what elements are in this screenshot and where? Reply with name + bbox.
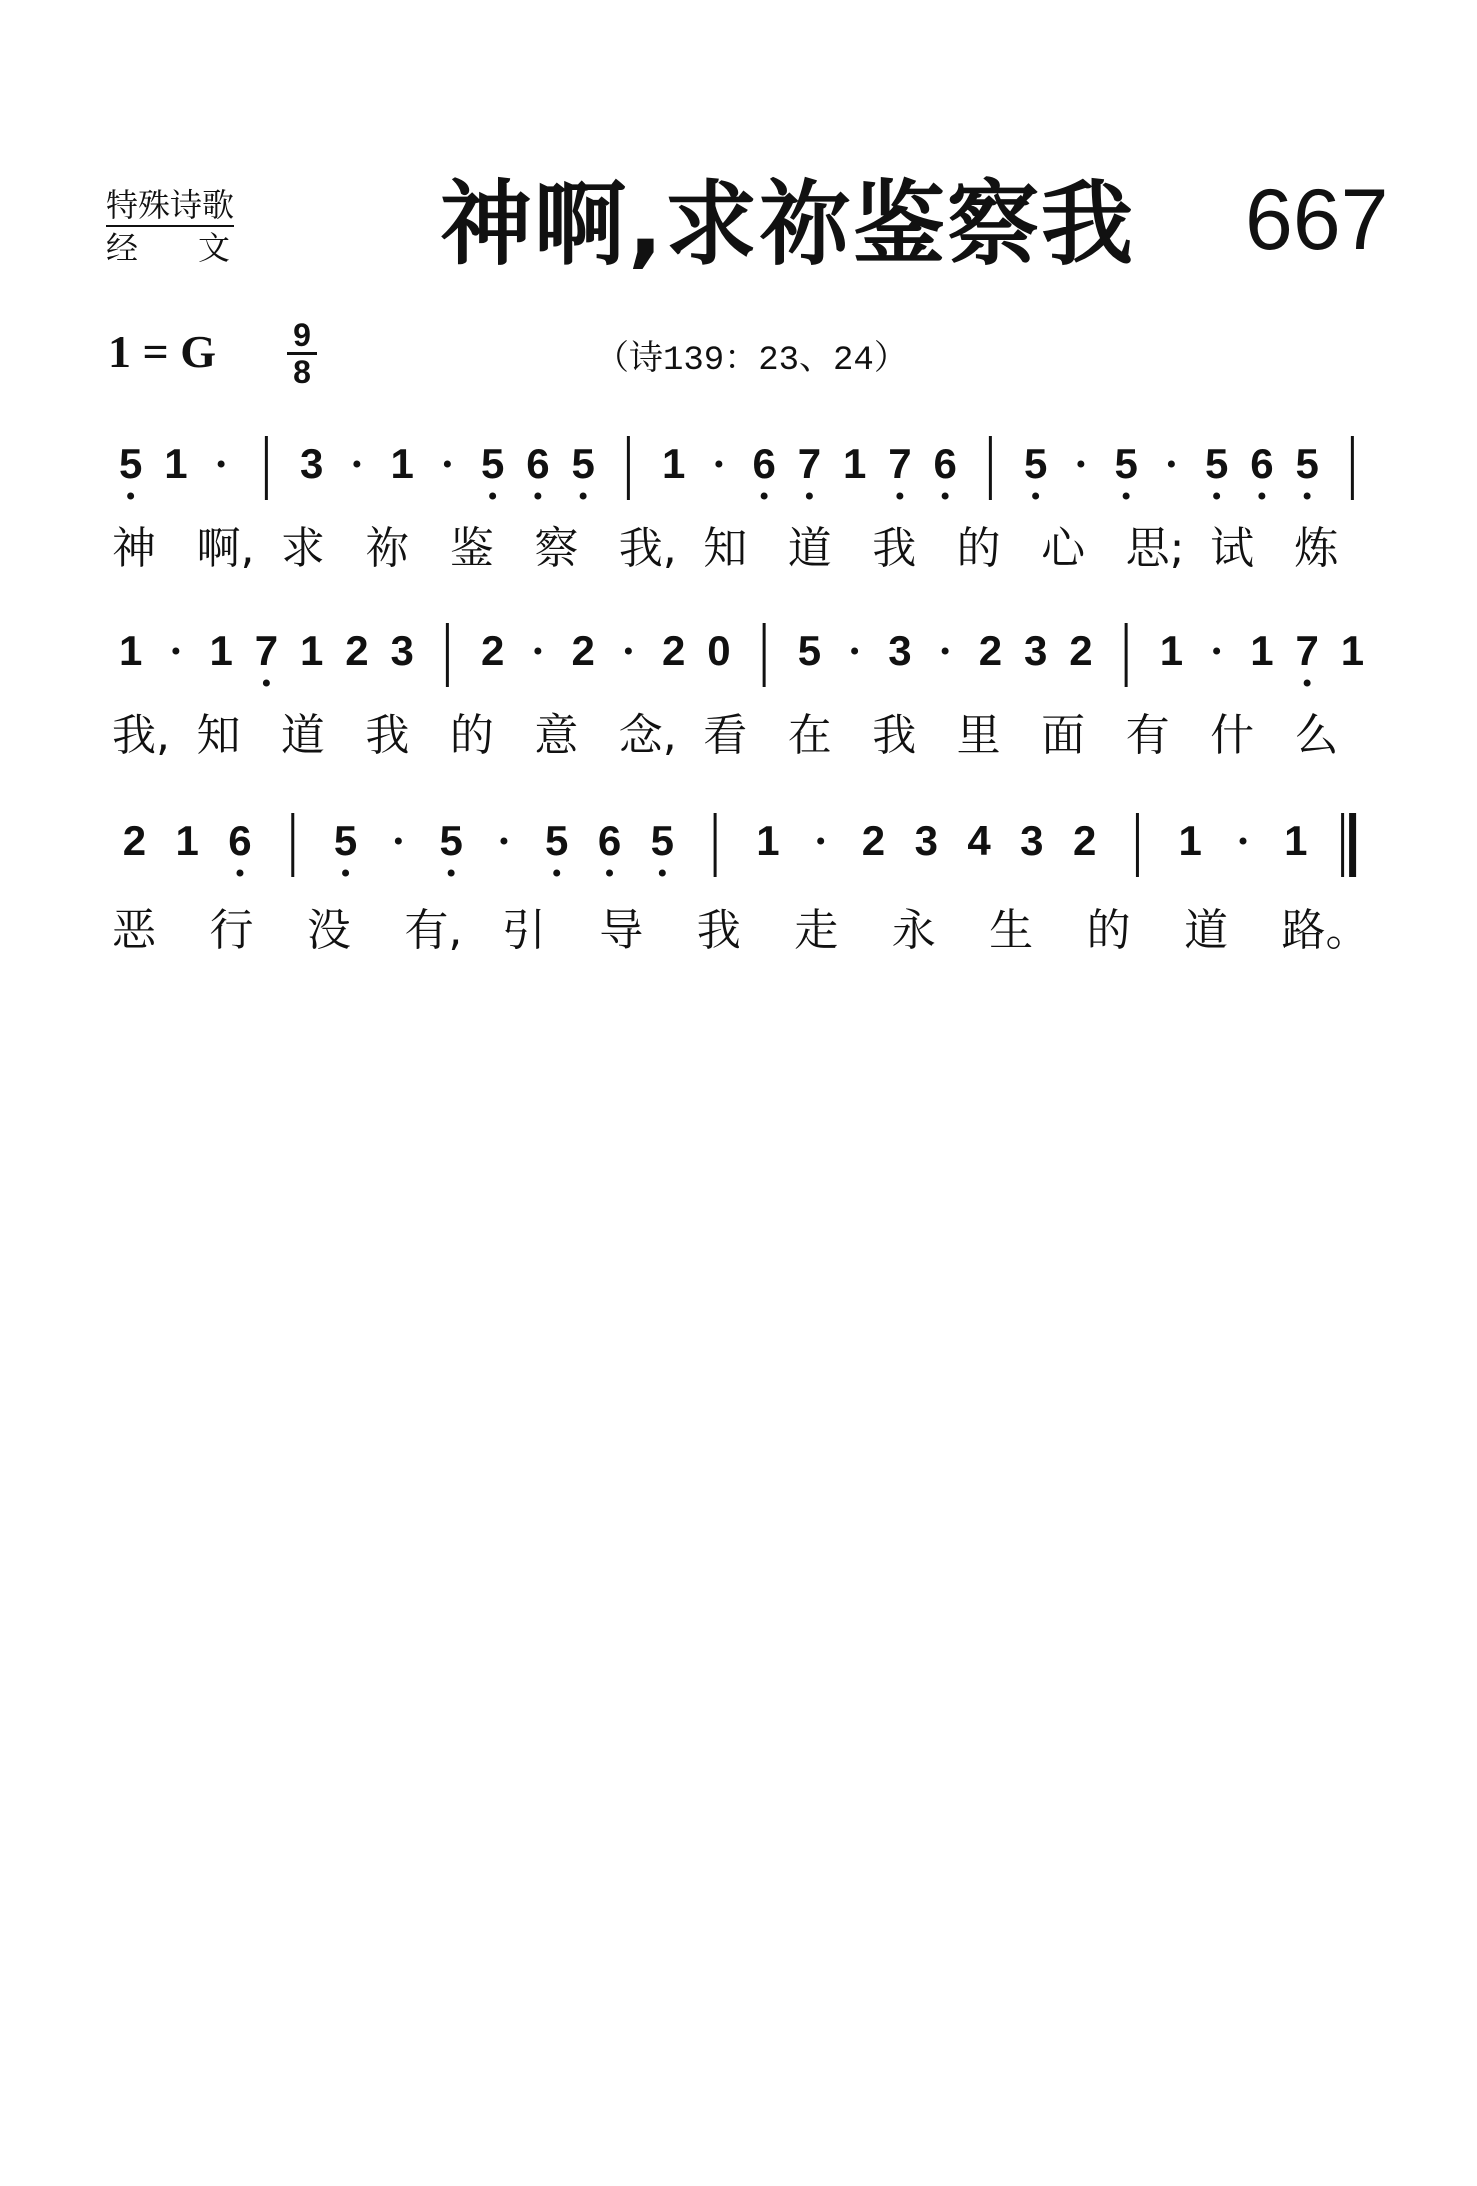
- dot-mark: [218, 461, 225, 468]
- note: 2: [978, 627, 1003, 674]
- note: 1: [661, 440, 686, 487]
- low-octave-dot: [896, 493, 903, 500]
- lyric: 意: [534, 710, 579, 761]
- lyric: 看: [703, 710, 748, 761]
- note: 1: [299, 627, 324, 674]
- low-octave-dot: [553, 870, 560, 877]
- scripture-reference: （诗139：23、24）: [595, 342, 908, 380]
- lyric: 鉴: [449, 523, 494, 574]
- note: 3: [1023, 627, 1048, 674]
- lyric: 面: [1041, 710, 1086, 761]
- low-octave-dot: [606, 870, 613, 877]
- note: 3: [390, 627, 414, 674]
- lyric: 我: [872, 523, 917, 574]
- dot-mark: [1168, 461, 1175, 468]
- lyric: 我: [365, 710, 410, 761]
- note: 5: [1204, 440, 1229, 487]
- note: 7: [888, 440, 912, 487]
- low-octave-dot: [263, 680, 270, 687]
- lyric: 道: [787, 523, 832, 574]
- note: 1: [842, 440, 867, 487]
- lyric: 我: [696, 905, 741, 956]
- dot-mark: [817, 838, 824, 845]
- lyric: 心: [1041, 523, 1086, 574]
- low-octave-dot: [942, 493, 949, 500]
- note: 3: [888, 627, 912, 674]
- note: 5: [480, 440, 505, 487]
- note: 2: [122, 817, 147, 864]
- lyric: 的: [956, 523, 1001, 574]
- low-octave-dot: [761, 493, 768, 500]
- low-octave-dot: [534, 493, 541, 500]
- note: 3: [914, 817, 938, 864]
- note: 5: [1295, 440, 1319, 487]
- lyric: 走: [794, 905, 839, 956]
- note: 1: [756, 817, 780, 864]
- low-octave-dot: [1304, 493, 1311, 500]
- note: 7: [254, 627, 279, 674]
- note: 1: [164, 440, 188, 487]
- lyric: 有,: [404, 905, 463, 956]
- note: 7: [1295, 627, 1319, 674]
- low-octave-dot: [1213, 493, 1220, 500]
- low-octave-dot: [127, 493, 134, 500]
- low-octave-dot: [236, 870, 243, 877]
- note: 2: [661, 627, 686, 674]
- low-octave-dot: [806, 493, 813, 500]
- note: 6: [597, 817, 622, 864]
- lyric: 思;: [1125, 523, 1185, 574]
- dot-mark: [395, 838, 402, 845]
- lyric: 求: [280, 523, 325, 574]
- note: 1: [118, 627, 143, 674]
- lyric: 知: [196, 710, 241, 761]
- note: 1: [209, 627, 233, 674]
- note: 5: [571, 440, 595, 487]
- lyric: 行: [209, 905, 254, 956]
- key-signature: 1 = G: [108, 326, 216, 377]
- note: 6: [1250, 440, 1274, 487]
- note: 1: [1178, 817, 1202, 864]
- dot-mark: [942, 648, 949, 655]
- lyric: 啊,: [196, 523, 255, 574]
- note: 5: [797, 627, 822, 674]
- lyric: 试: [1210, 523, 1255, 574]
- note: 3: [1020, 817, 1044, 864]
- time-signature-top: 9: [287, 318, 317, 355]
- lyric: 我: [872, 710, 917, 761]
- low-octave-dot: [1304, 680, 1311, 687]
- hymn-number: 667: [1245, 172, 1389, 268]
- lyric: 里: [956, 710, 1001, 761]
- note: 2: [480, 627, 505, 674]
- low-octave-dot: [489, 493, 496, 500]
- dot-mark: [534, 648, 541, 655]
- lyric: 路。: [1281, 905, 1370, 956]
- note: 1: [175, 817, 199, 864]
- lyric: 恶: [112, 905, 156, 956]
- dot-mark: [625, 648, 632, 655]
- lyric: 察: [534, 523, 579, 574]
- dot-mark: [851, 648, 858, 655]
- lyric: 的: [449, 710, 494, 761]
- note: 2: [345, 627, 369, 674]
- note: 2: [571, 627, 595, 674]
- dot-mark: [444, 461, 451, 468]
- note: 1: [1284, 817, 1308, 864]
- lyric: 永: [891, 905, 936, 956]
- low-octave-dot: [1258, 493, 1265, 500]
- low-octave-dot: [1032, 493, 1039, 500]
- lyric: 没: [306, 905, 351, 956]
- lyric: 什: [1210, 710, 1255, 761]
- note: 0: [707, 627, 731, 674]
- low-octave-dot: [448, 870, 455, 877]
- lyric: 祢: [365, 523, 410, 574]
- lyric: 在: [787, 710, 832, 761]
- dot-mark: [1077, 461, 1084, 468]
- lyric: 知: [703, 523, 748, 574]
- lyric: 引: [501, 905, 546, 956]
- note: 5: [439, 817, 463, 864]
- note: 1: [1159, 627, 1184, 674]
- scripture-label: 经文: [106, 229, 291, 267]
- note: 5: [1114, 440, 1138, 487]
- lyric: 道: [280, 710, 325, 761]
- note: 7: [797, 440, 822, 487]
- note: 6: [526, 440, 550, 487]
- note: 4: [967, 817, 991, 864]
- low-octave-dot: [342, 870, 349, 877]
- lyric: 有: [1125, 710, 1170, 761]
- dot-mark: [353, 461, 360, 468]
- dot-mark: [715, 461, 722, 468]
- low-octave-dot: [580, 493, 587, 500]
- lyric: 么: [1294, 710, 1339, 761]
- note: 2: [861, 817, 886, 864]
- lyric: 导: [599, 905, 644, 956]
- lyric: 的: [1086, 905, 1131, 956]
- note: 2: [1072, 817, 1097, 864]
- lyric: 我,: [618, 523, 677, 574]
- note: 2: [1069, 627, 1093, 674]
- note: 1: [1340, 627, 1365, 674]
- note: 5: [545, 817, 569, 864]
- lyric: 炼: [1294, 523, 1339, 574]
- note: 5: [333, 817, 358, 864]
- lyric: 道: [1184, 905, 1229, 956]
- dot-mark: [500, 838, 507, 845]
- note: 5: [650, 817, 674, 864]
- note: 5: [1023, 440, 1048, 487]
- lyric: 神: [112, 523, 156, 574]
- note: 5: [118, 440, 143, 487]
- note: 3: [299, 440, 324, 487]
- dot-mark: [1213, 648, 1220, 655]
- note: 1: [390, 440, 414, 487]
- note: 6: [752, 440, 776, 487]
- time-signature-bottom: 8: [293, 354, 311, 390]
- lyric: 我,: [112, 710, 170, 761]
- category-label: 特殊诗歌: [106, 185, 234, 227]
- dot-mark: [1240, 838, 1247, 845]
- dot-mark: [172, 648, 179, 655]
- note: 6: [933, 440, 957, 487]
- lyric: 念,: [618, 710, 677, 761]
- low-octave-dot: [1123, 493, 1130, 500]
- note: 1: [1250, 627, 1274, 674]
- lyric: 生: [989, 905, 1034, 956]
- hymn-title: 神啊,求祢鉴察我: [440, 171, 1135, 278]
- note: 6: [228, 817, 252, 864]
- low-octave-dot: [659, 870, 666, 877]
